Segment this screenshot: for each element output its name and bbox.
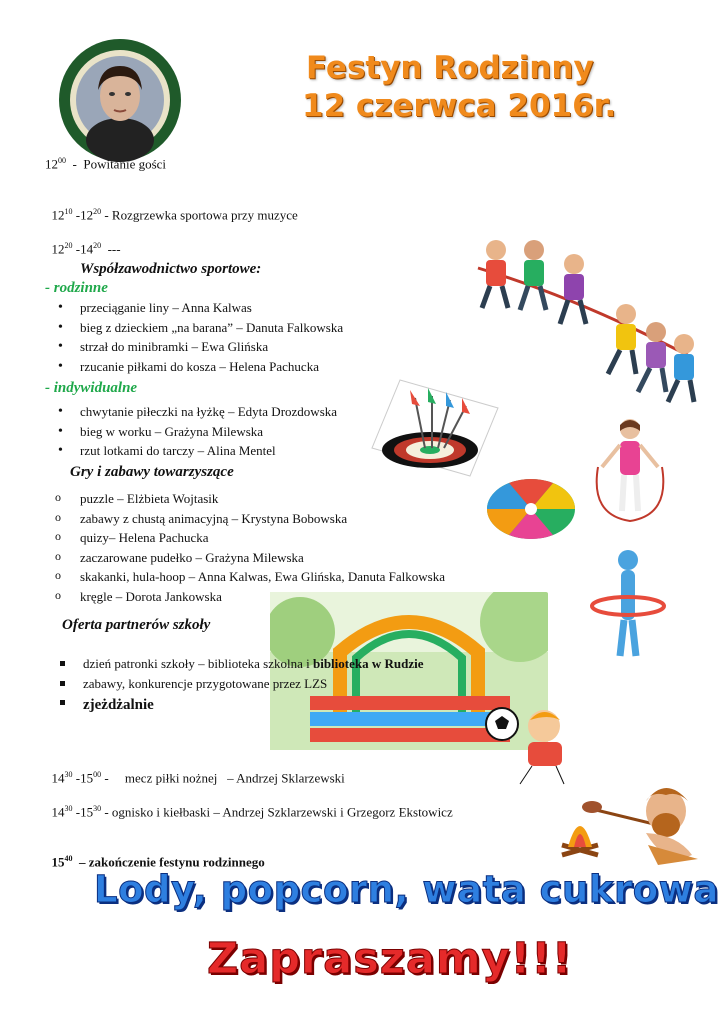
games-list xyxy=(45,489,445,606)
parachute-illustration xyxy=(485,477,577,541)
list-item: o quizy– Helena Pachucka xyxy=(45,528,445,548)
games-heading: Gry i zabawy towarzyszące xyxy=(70,464,234,480)
schedule-row-2: $12^{10}$ $-12^{20}$ - Rozgrzewka sportowa przy muzyce xyxy=(51,207,298,223)
list-item: o puzzle – Elżbieta Wojtasik xyxy=(45,489,445,509)
list-item: o zabawy z chustą animacyjną – Krystyna Bobowska xyxy=(45,509,445,529)
list-item: o kręgle – Dorota Jankowska xyxy=(45,587,445,607)
list-item: zabawy, konkurencje przygotowane przez LZS xyxy=(48,674,424,694)
portrait-medallion xyxy=(58,38,182,162)
family-label: - rodzinne xyxy=(45,280,108,296)
title-line-2: 12 czerwca 2016r. xyxy=(302,88,617,124)
schedule-row-1: $12^{00}$ - Powitanie gości xyxy=(45,156,167,172)
family-list xyxy=(45,298,343,376)
list-item: dzień patronki szkoły – biblioteka szkolna i biblioteka w Rudzie xyxy=(48,654,424,674)
schedule-row-5: $14^{30}$ $-15^{30}$ - ognisko i kiełbaski – Andrzej Szklarzewski i Grzegorz Ekstowicz xyxy=(51,804,453,820)
list-item: o skakanki, hula-hoop – Anna Kalwas, Ewa Glińska, Danuta Falkowska xyxy=(45,567,445,587)
schedule-row-4: $14^{30}$ $-15^{00}$ - mecz piłki nożnej – Andrzej Sklarzewski xyxy=(51,770,345,786)
partners-list xyxy=(48,654,424,717)
list-item: • bieg w worku – Grażyna Milewska xyxy=(45,422,337,442)
list-item: • strzał do minibramki – Ewa Glińska xyxy=(45,337,343,357)
partners-heading: Oferta partnerów szkoły xyxy=(62,617,211,633)
list-item: zjeżdżalnie xyxy=(48,693,424,717)
list-item: • bieg z dzieckiem „na barana” – Danuta Falkowska xyxy=(45,318,343,338)
list-item: • rzut lotkami do tarczy – Alina Mentel xyxy=(45,441,337,461)
list-item: o zaczarowane pudełko – Grażyna Milewska xyxy=(45,548,445,568)
hula-hoop-illustration xyxy=(588,548,668,658)
list-item: • rzucanie piłkami do kosza – Helena Pachucka xyxy=(45,357,343,377)
individual-label: - indywidualne xyxy=(45,380,138,396)
schedule-row-3: $12^{20}$ $-14^{20}$ --- xyxy=(51,241,121,257)
jump-rope-illustration xyxy=(590,415,670,523)
campfire-illustration xyxy=(548,755,708,870)
list-item: • przeciąganie liny – Anna Kalwas xyxy=(45,298,343,318)
title-line-1: Festyn Rodzinny xyxy=(306,50,594,86)
individual-list xyxy=(45,402,337,461)
schedule-end: $15^{40}$ – zakończenie festynu rodzinnego xyxy=(51,854,265,870)
invitation-banner: Zapraszamy!!! xyxy=(207,934,573,984)
treats-banner: Lody, popcorn, wata cukrowa xyxy=(94,868,719,911)
sport-heading: Współzawodnictwo sportowe: xyxy=(80,261,262,277)
tug-of-war-illustration xyxy=(468,228,703,406)
darts-illustration xyxy=(370,378,500,478)
list-item: • chwytanie piłeczki na łyżkę – Edyta Drozdowska xyxy=(45,402,337,422)
